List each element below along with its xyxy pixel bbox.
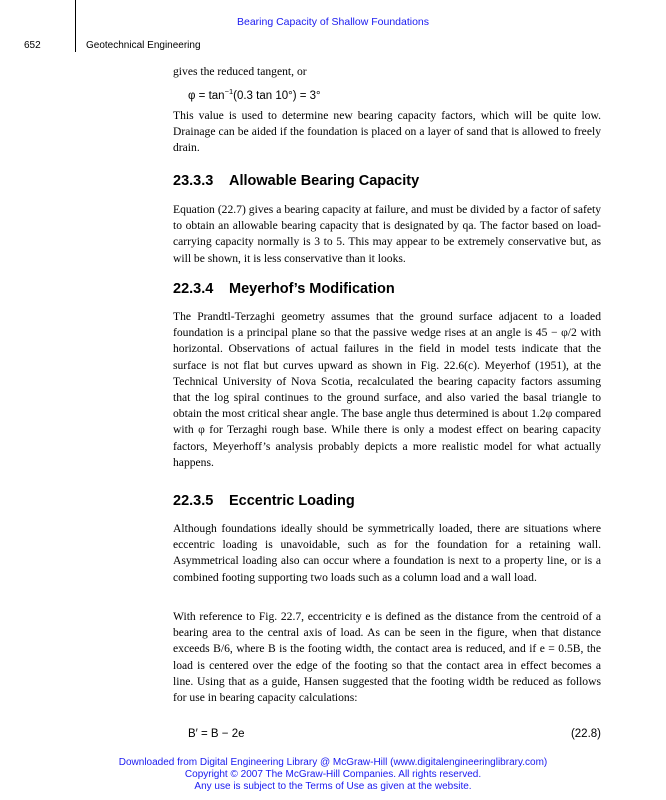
heading-meyerhof-modification bbox=[173, 281, 601, 297]
running-head: Bearing Capacity of Shallow Foundations bbox=[236, 16, 430, 28]
equation-label: (22.8) bbox=[570, 728, 601, 740]
equation-phi bbox=[188, 87, 321, 102]
paragraph-meyerhof: The Prandtl-Terzaghi geometry assumes that the ground surface adjacent to a loaded foundation is a principal plane so that the passive wedge rises at an angle is 45 − φ/2 with horizontal. Observations of actual failures in the field in model tests indicate that the surface is not flat but curves upward as shown in Fig. 22.6(c). Meyerhof (1951), at the Technical University of Nova Scotia, recalculated the bearing capacity factors assuming that the log spiral continues to the ground surface, and also varied the basal triangle to obtain the most critical shear angle. The base angle thus determined is about 1.2φ compared with φ for Terzaghi rough base. While there is only a modest effect on bearing capacity factors, Meyerhoff’s analysis probably depicts a more realistic model for what actually happens. bbox=[173, 310, 601, 469]
section-number: 23.3.3 bbox=[173, 173, 214, 189]
paragraph-eccentric-2: With reference to Fig. 22.7, eccentricity e is defined as the distance from the centroid of a bearing area to the central axis of load. As can be seen in the figure, when that distance exceeds B/6, where B is the footing width, the contact area is reduced, and if e = 0.5B, the load is centered over the edge of the footing so that the contact area in effect becomes a line. Using that as a guide, Hansen suggested that the footing width be reduced as follows for use in bearing capacity calculations: bbox=[173, 610, 601, 705]
section-number: 22.3.5 bbox=[173, 493, 214, 509]
equation-phi-lhs: φ = tan bbox=[188, 89, 225, 102]
footer-download-notice: Downloaded from Digital Engineering Library @ McGraw-Hill (www.digitalengineeringlibrary.com) bbox=[118, 757, 548, 768]
section-number: 22.3.4 bbox=[173, 281, 214, 297]
equation-phi-rhs: (0.3 tan 10°) = 3° bbox=[233, 89, 321, 102]
paragraph-allowable: Equation (22.7) gives a bearing capacity at failure, and must be divided by a factor of safety to obtain an allowable bearing capacity that is designated by qa. The factor based on load-carrying capacity normally is 3 to 5. This may appear to be extremely conservative but, as will be shown, it is less conservative than it looks. bbox=[173, 203, 601, 265]
equation-phi-exponent: −1 bbox=[224, 87, 234, 96]
page-number: 652 bbox=[24, 40, 41, 51]
heading-allowable-bearing-capacity bbox=[173, 173, 601, 189]
book-title: Geotechnical Engineering bbox=[86, 40, 201, 51]
paragraph-eccentric-1: Although foundations ideally should be symmetrically loaded, there are situations where eccentric loading is unavoidable, such as for the foundation for a retaining wall. Asymmetrical loading also can occur where a foundation is next to a property line, or is a combined footing supporting two loads such as a column load and a wall load. bbox=[173, 522, 601, 584]
paragraph-drainage: This value is used to determine new bearing capacity factors, which will be quite low. Drainage can be aided if the foundation is placed on a layer of sand that is allowed to freely drain. bbox=[173, 109, 601, 155]
equation-reduced-width: B′ = B − 2e bbox=[188, 728, 245, 740]
header-divider bbox=[75, 0, 76, 52]
heading-eccentric-loading bbox=[173, 493, 601, 509]
section-title: Eccentric Loading bbox=[229, 493, 355, 509]
intro-text: gives the reduced tangent, or bbox=[173, 65, 307, 78]
footer-copyright: Copyright © 2007 The McGraw-Hill Companies. All rights reserved. bbox=[184, 769, 482, 780]
section-title: Meyerhof’s Modification bbox=[229, 281, 395, 297]
section-title: Allowable Bearing Capacity bbox=[229, 173, 420, 189]
footer-terms: Any use is subject to the Terms of Use as given at the website. bbox=[194, 781, 472, 792]
